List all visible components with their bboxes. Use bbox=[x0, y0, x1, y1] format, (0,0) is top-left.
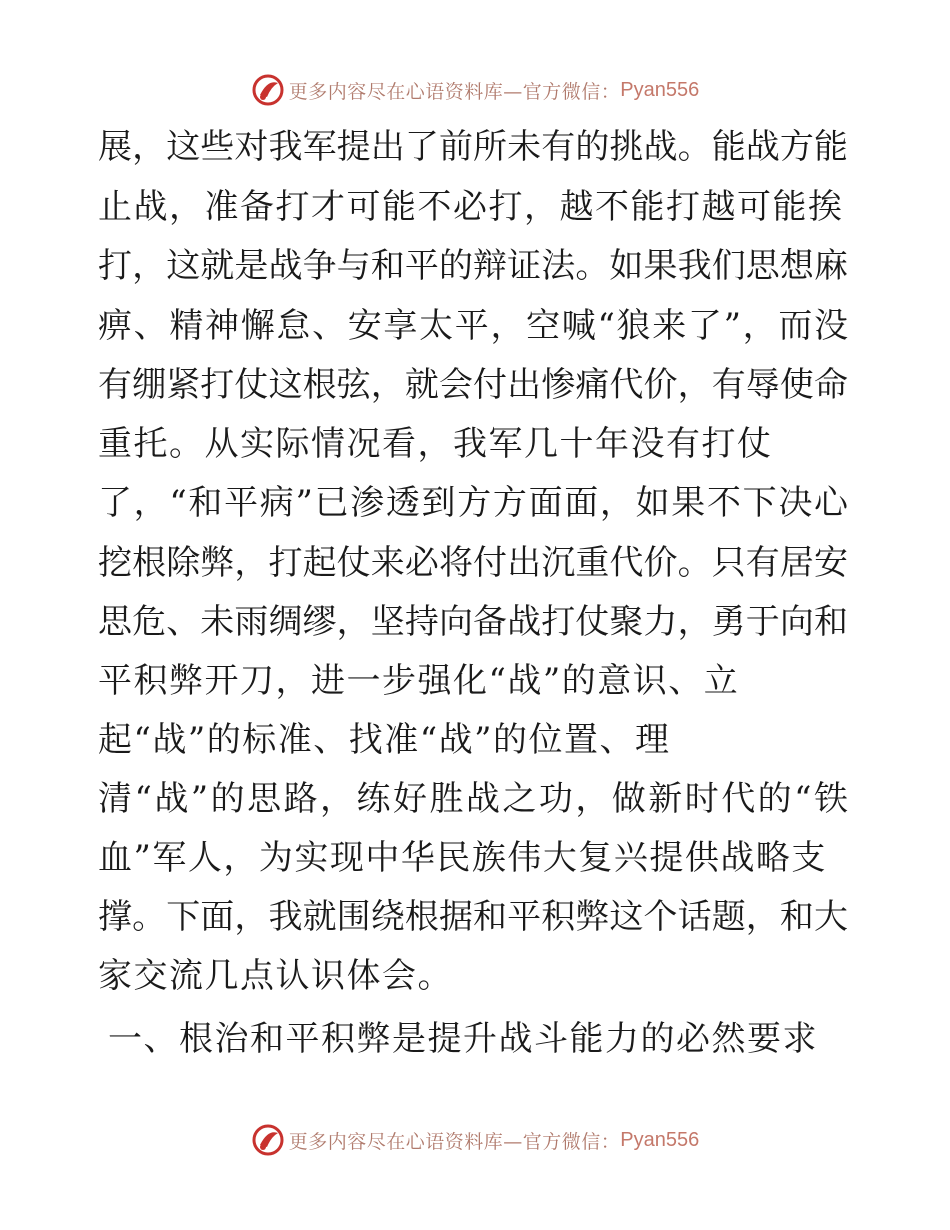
body-line: 清“战”的思路，练好胜战之功，做新时代的“铁 bbox=[98, 779, 848, 819]
banner-text: 更多内容尽在心语资料库—官方微信： bbox=[288, 1130, 621, 1153]
body-line: 有绷紧打仗这根弦，就会付出惨痛代价，有辱使命 bbox=[98, 365, 848, 405]
body-line: 血”军人，为实现中华民族伟大复兴提供战略支 bbox=[98, 838, 827, 878]
body-line: 展，这些对我军提出了前所未有的挑战。能战方能 bbox=[98, 127, 848, 167]
section-heading: 一、根治和平积弊是提升战斗能力的必然要求 bbox=[108, 1019, 818, 1059]
brand-logo-icon bbox=[251, 1123, 285, 1157]
footer-banner bbox=[0, 1120, 950, 1160]
banner-wechat-id: Pyan556 bbox=[620, 78, 700, 101]
header-banner bbox=[0, 70, 950, 110]
body-line: 重托。从实际情况看，我军几十年没有打仗 bbox=[98, 424, 773, 464]
body-line: 家交流几点认识体会。 bbox=[98, 956, 453, 996]
body-line: 了，“和平病”已渗透到方方面面，如果不下决心 bbox=[98, 483, 848, 523]
body-line: 撑。下面，我就围绕根据和平积弊这个话题，和大 bbox=[98, 897, 848, 937]
banner-text: 更多内容尽在心语资料库—官方微信： bbox=[288, 80, 621, 103]
body-line: 平积弊开刀，进一步强化“战”的意识、立 bbox=[98, 661, 740, 701]
body-line: 止战，准备打才可能不必打，越不能打越可能挨 bbox=[98, 187, 844, 227]
body-line: 挖根除弊，打起仗来必将付出沉重代价。只有居安 bbox=[98, 543, 848, 583]
body-line: 思危、未雨绸缪，坚持向备战打仗聚力，勇于向和 bbox=[98, 602, 848, 642]
body-line: 痹、精神懈怠、安享太平，空喊“狼来了”，而没 bbox=[98, 306, 848, 346]
banner-wechat-id: Pyan556 bbox=[620, 1128, 700, 1151]
brand-logo-icon bbox=[251, 73, 285, 107]
body-line: 打，这就是战争与和平的辩证法。如果我们思想麻 bbox=[98, 246, 848, 286]
body-line: 起“战”的标准、找准“战”的位置、理 bbox=[98, 720, 671, 760]
